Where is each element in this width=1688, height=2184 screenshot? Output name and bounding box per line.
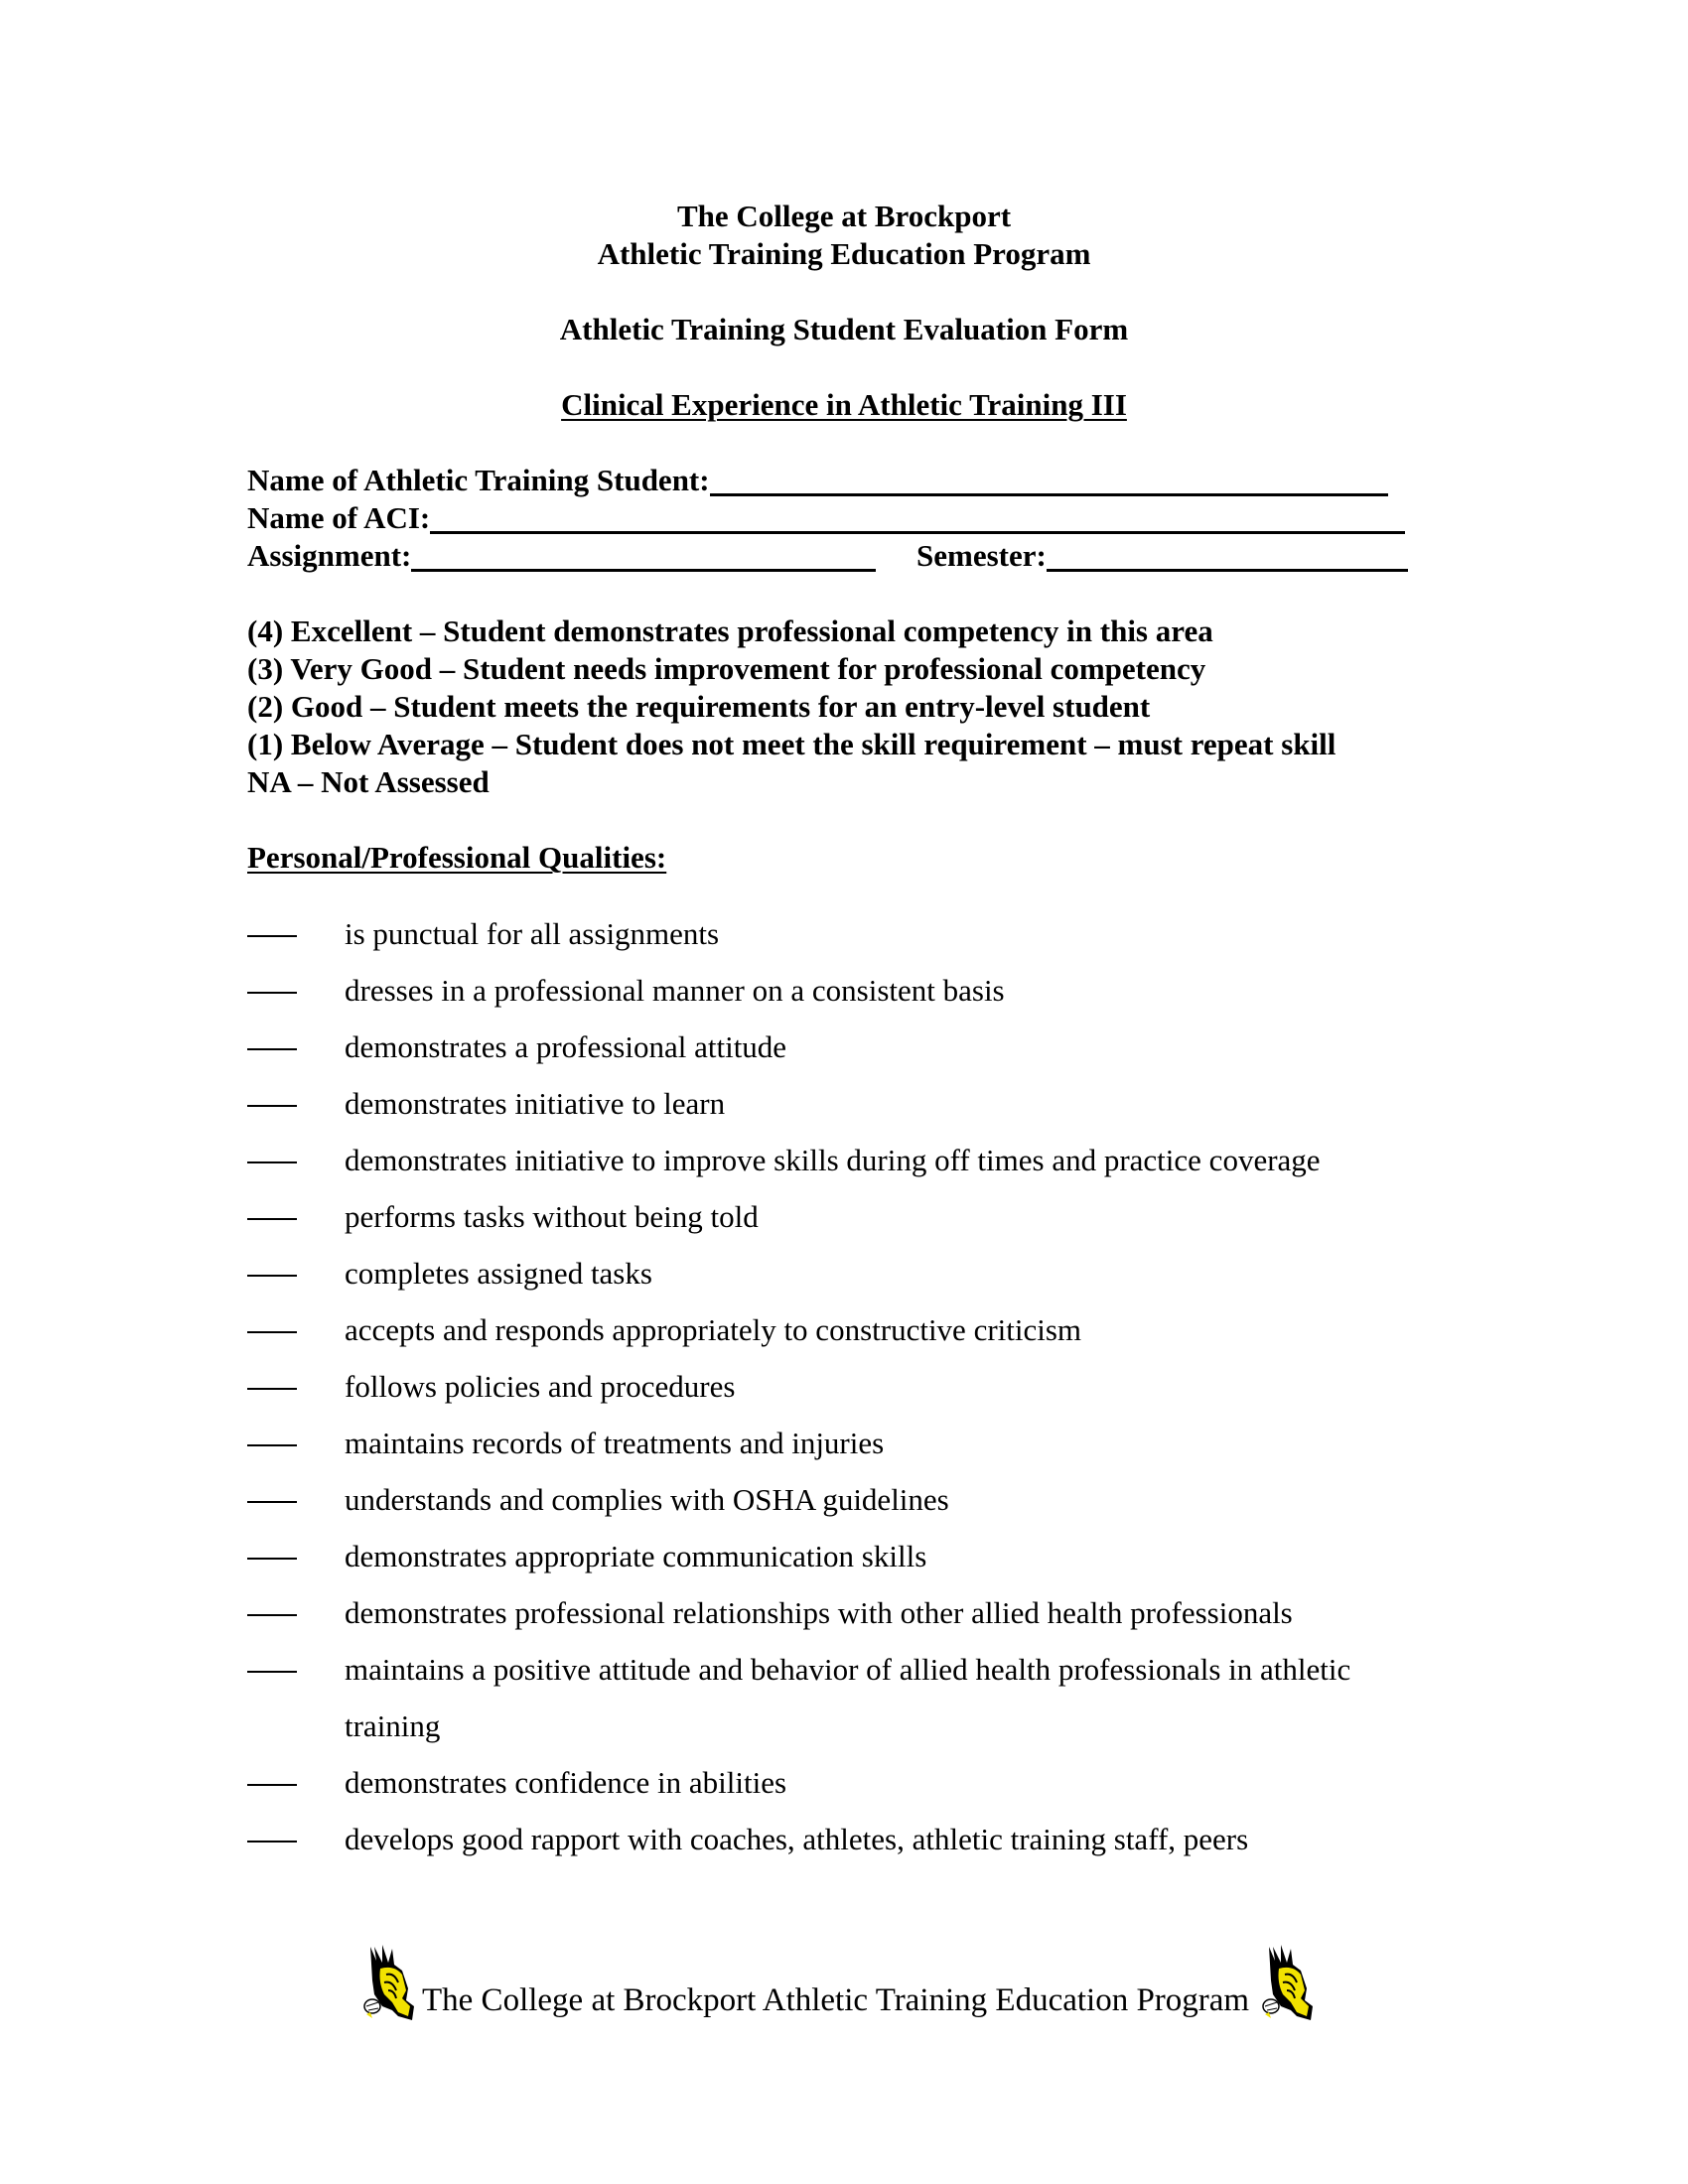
form-title: Athletic Training Student Evaluation Form	[559, 312, 1129, 346]
eagle-mascot-icon	[362, 1941, 422, 2022]
item-text: follows policies and procedures	[345, 1369, 736, 1404]
score-blank[interactable]	[247, 1671, 297, 1673]
score-blank[interactable]	[247, 1558, 297, 1560]
semester-label: Semester:	[916, 538, 1047, 573]
section-heading	[247, 840, 666, 876]
item-text: performs tasks without being told	[345, 1199, 759, 1234]
score-blank[interactable]	[247, 1841, 297, 1843]
score-blank[interactable]	[247, 1275, 297, 1277]
score-blank[interactable]	[247, 1048, 297, 1050]
assignment-input[interactable]	[411, 543, 876, 572]
item-text: demonstrates initiative to learn	[345, 1086, 726, 1121]
rating-scale-2: (2) Good – Student meets the requirements for an entry-level student	[247, 689, 1151, 724]
item-text: accepts and responds appropriately to constructive criticism	[345, 1312, 1082, 1347]
aci-name-input[interactable]	[430, 505, 1405, 534]
score-blank[interactable]	[247, 1331, 297, 1333]
assignment-label: Assignment:	[247, 538, 412, 573]
item-text: demonstrates appropriate communication skills	[345, 1539, 927, 1573]
item-text: understands and complies with OSHA guidelines	[345, 1482, 949, 1517]
score-blank[interactable]	[247, 1105, 297, 1107]
score-blank[interactable]	[247, 992, 297, 994]
item-text: completes assigned tasks	[345, 1256, 652, 1291]
semester-field	[916, 538, 1408, 574]
eagle-mascot-icon	[1261, 1941, 1321, 2022]
score-blank[interactable]	[247, 1218, 297, 1220]
item-text: dresses in a professional manner on a consistent basis	[345, 973, 1005, 1008]
item-text: maintains records of treatments and injuries	[345, 1426, 885, 1460]
rating-scale-1: (1) Below Average – Student does not meet the skill requirement – must repeat skill	[247, 727, 1336, 761]
student-name-input[interactable]	[710, 468, 1388, 496]
score-blank[interactable]	[247, 1501, 297, 1503]
footer	[362, 1941, 1331, 2030]
score-blank[interactable]	[247, 1614, 297, 1616]
semester-input[interactable]	[1047, 543, 1408, 572]
item-text: maintains a positive attitude and behavior of allied health professionals in athletic training	[345, 1652, 1351, 1743]
course-title-text: Clinical Experience in Athletic Training III	[561, 387, 1127, 422]
rating-scale-4: (4) Excellent – Student demonstrates professional competency in this area	[247, 614, 1213, 648]
section-heading-text: Personal/Professional Qualities:	[247, 840, 667, 875]
item-text: develops good rapport with coaches, athletes, athletic training staff, peers	[345, 1822, 1249, 1856]
student-name-field	[247, 463, 1388, 498]
item-text: demonstrates initiative to improve skills during off times and practice coverage	[345, 1143, 1321, 1177]
score-blank[interactable]	[247, 1444, 297, 1446]
score-blank[interactable]	[247, 1784, 297, 1786]
item-text: is punctual for all assignments	[345, 916, 720, 951]
course-title	[0, 387, 1688, 423]
item-text: demonstrates professional relationships with other allied health professionals	[345, 1595, 1293, 1630]
assignment-field	[247, 538, 876, 574]
score-blank[interactable]	[247, 1161, 297, 1163]
aci-name-field	[247, 500, 1405, 536]
program-title: Athletic Training Education Program	[597, 236, 1091, 271]
score-blank[interactable]	[247, 1388, 297, 1390]
institution-title: The College at Brockport	[676, 199, 1012, 233]
footer-text: The College at Brockport Athletic Training Education Program	[422, 1982, 1250, 2018]
item-text: demonstrates confidence in abilities	[345, 1765, 787, 1800]
rating-scale-na: NA – Not Assessed	[247, 764, 490, 799]
rating-scale-3: (3) Very Good – Student needs improvement for professional competency	[247, 651, 1206, 686]
aci-name-label: Name of ACI:	[247, 500, 431, 535]
student-name-label: Name of Athletic Training Student:	[247, 463, 710, 497]
score-blank[interactable]	[247, 935, 297, 937]
item-text: demonstrates a professional attitude	[345, 1029, 787, 1064]
